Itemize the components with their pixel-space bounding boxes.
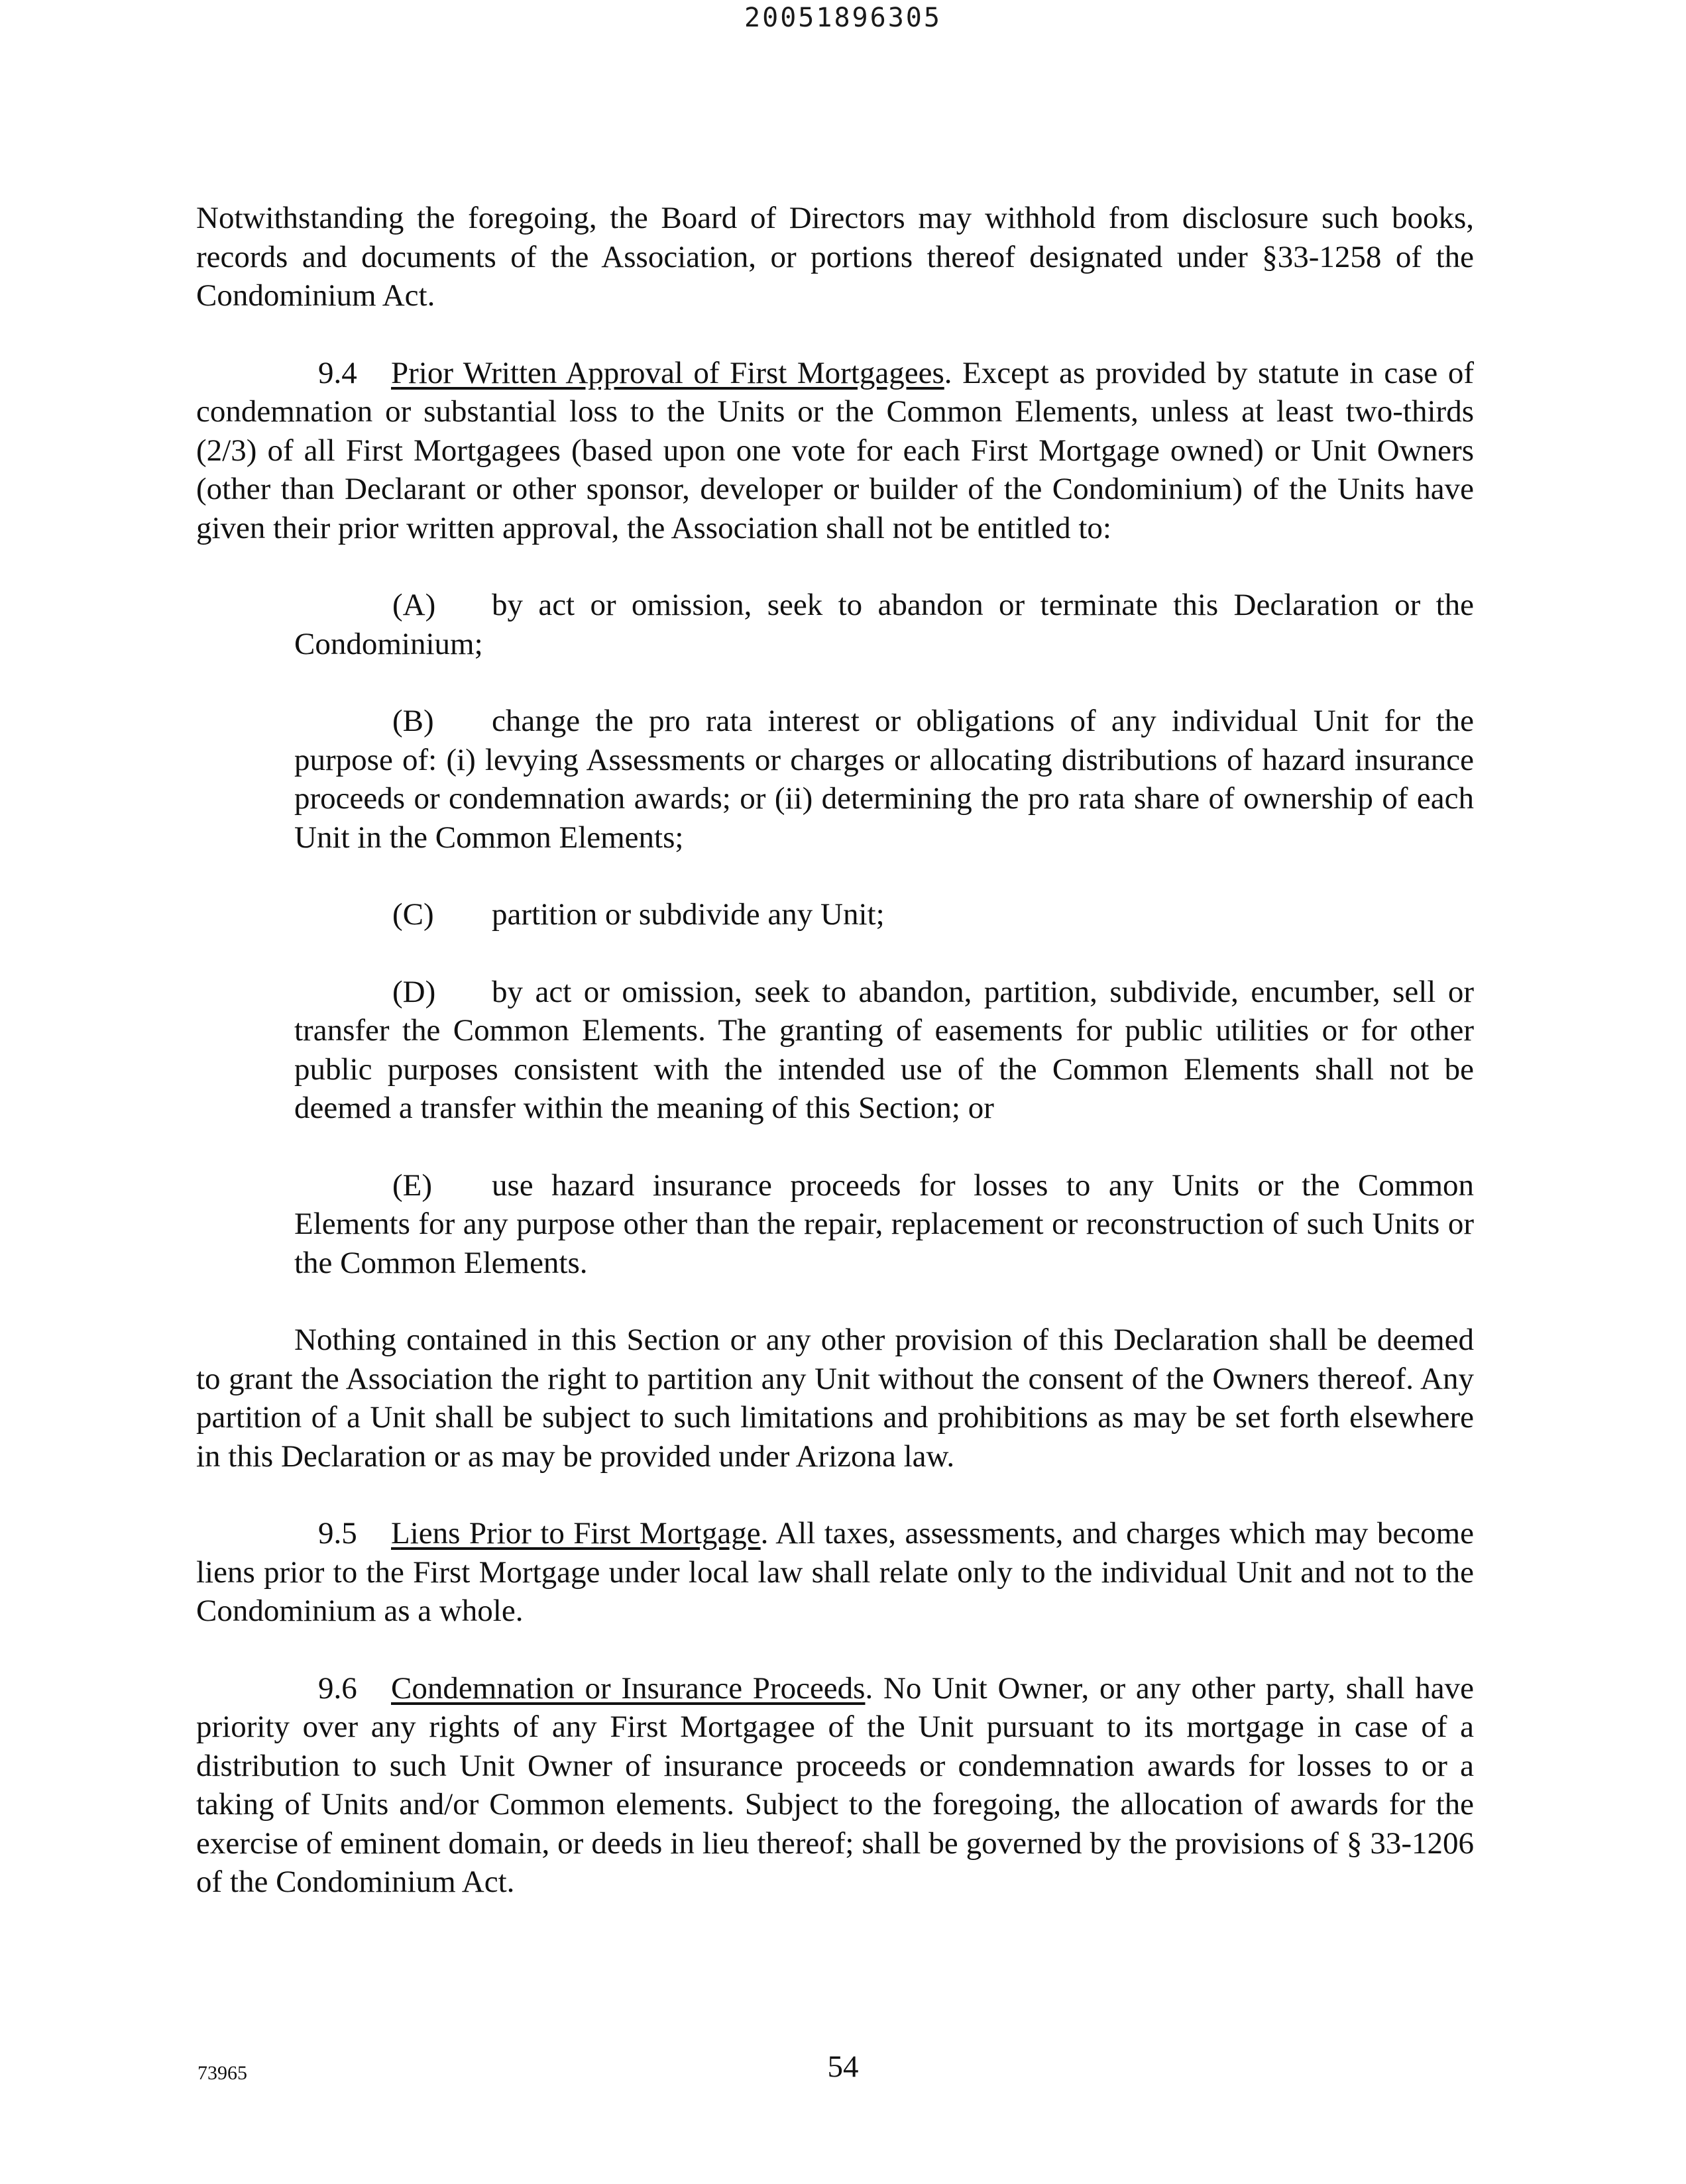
- section-9-4-closing-paragraph: Nothing contained in this Section or any other provision of this Declaration shall be deemed to grant the Association the right to partition any Unit without the consent of the Owners thereof. Any partition of a Unit shall be subject to such limitations and prohibitions as may be set forth elsewhere in this Declaration or as may be provided under Arizona law.: [196, 1323, 1474, 1474]
- list-item-c: [294, 895, 1474, 934]
- document-stamp-number: 20051896305: [744, 3, 942, 33]
- footer-document-id: 73965: [197, 2062, 247, 2084]
- section-9-5-number: 9.5: [318, 1516, 357, 1551]
- section-9-4-number: 9.4: [318, 355, 357, 390]
- list-item-c-label: (C): [392, 897, 434, 932]
- section-9-4-body: . Except as provided by statute in case of condemnation or substantial loss to the Units or the Common Elements, unless at least two-thirds (2/3) of all First Mortgagees (based upon one vote for each First Mortgage owned) or Unit Owners (other than Declarant or other sponsor, developer or builder of the Condominium) of the Units have given their prior written approval, the Association shall not be entitled to:: [196, 355, 1474, 545]
- list-item-b-label: (B): [392, 704, 434, 738]
- list-item-c-text: partition or subdivide any Unit;: [492, 897, 885, 932]
- list-item-e-text: use hazard insurance proceeds for losses to any Units or the Common Elements for any purpose other than the repair, replacement or reconstruction of such Units or the Common Elements.: [294, 1168, 1474, 1280]
- list-item-d: [294, 973, 1474, 1128]
- list-item-a-label: (A): [392, 588, 436, 622]
- section-9-6-body: . No Unit Owner, or any other party, shall have priority over any rights of any First Mortgagee of the Unit pursuant to its mortgage in case of a distribution to such Unit Owner of insurance proceeds or condemnation awards for losses to or a taking of Units and/or Common elements. Subject to the foregoing, the allocation of awards for the exercise of eminent domain, or deeds in lieu thereof; shall be governed by the provisions of § 33-1206 of the Condominium Act.: [196, 1670, 1474, 1899]
- list-item-e: [294, 1166, 1474, 1283]
- section-9-5-paragraph: [196, 1514, 1474, 1631]
- document-page: [196, 199, 1474, 1940]
- list-item-e-label: (E): [392, 1168, 433, 1203]
- list-item-b-text: change the pro rata interest or obligations of any individual Unit for the purpose of: (i) levying Assessments or charges or allocating distributions of hazard insurance proceeds or condemnation awards; or (ii) determining the pro rata share of ownership of each Unit in the Common Elements;: [294, 704, 1474, 855]
- list-item-a: [294, 586, 1474, 663]
- list-item-d-label: (D): [392, 974, 436, 1009]
- section-9-6-paragraph: [196, 1669, 1474, 1902]
- section-9-6-title: Condemnation or Insurance Proceeds: [391, 1670, 866, 1706]
- list-item-b: [294, 702, 1474, 857]
- intro-paragraph: Notwithstanding the foregoing, the Board of Directors may withhold from disclosure such books, records and documents of the Association, or portions thereof designated under §33-1258 of the Condominium Act.: [196, 201, 1474, 313]
- section-9-4-title: Prior Written Approval of First Mortgagees: [391, 355, 944, 390]
- section-9-5-title: Liens Prior to First Mortgage: [391, 1516, 761, 1551]
- list-item-a-text: by act or omission, seek to abandon or terminate this Declaration or the Condominium;: [294, 588, 1474, 661]
- section-9-6-number: 9.6: [318, 1670, 357, 1706]
- list-item-d-text: by act or omission, seek to abandon, partition, subdivide, encumber, sell or transfer the Common Elements. The granting of easements for public utilities or for other public purposes consistent with the intended use of the Common Elements shall not be deemed a transfer within the meaning of this Section; or: [294, 974, 1474, 1125]
- section-9-4-paragraph: [196, 354, 1474, 548]
- footer-page-number: 54: [827, 2049, 859, 2084]
- section-9-5-body: . All taxes, assessments, and charges which may become liens prior to the First Mortgage under local law shall relate only to the individual Unit and not to the Condominium as a whole.: [196, 1516, 1474, 1628]
